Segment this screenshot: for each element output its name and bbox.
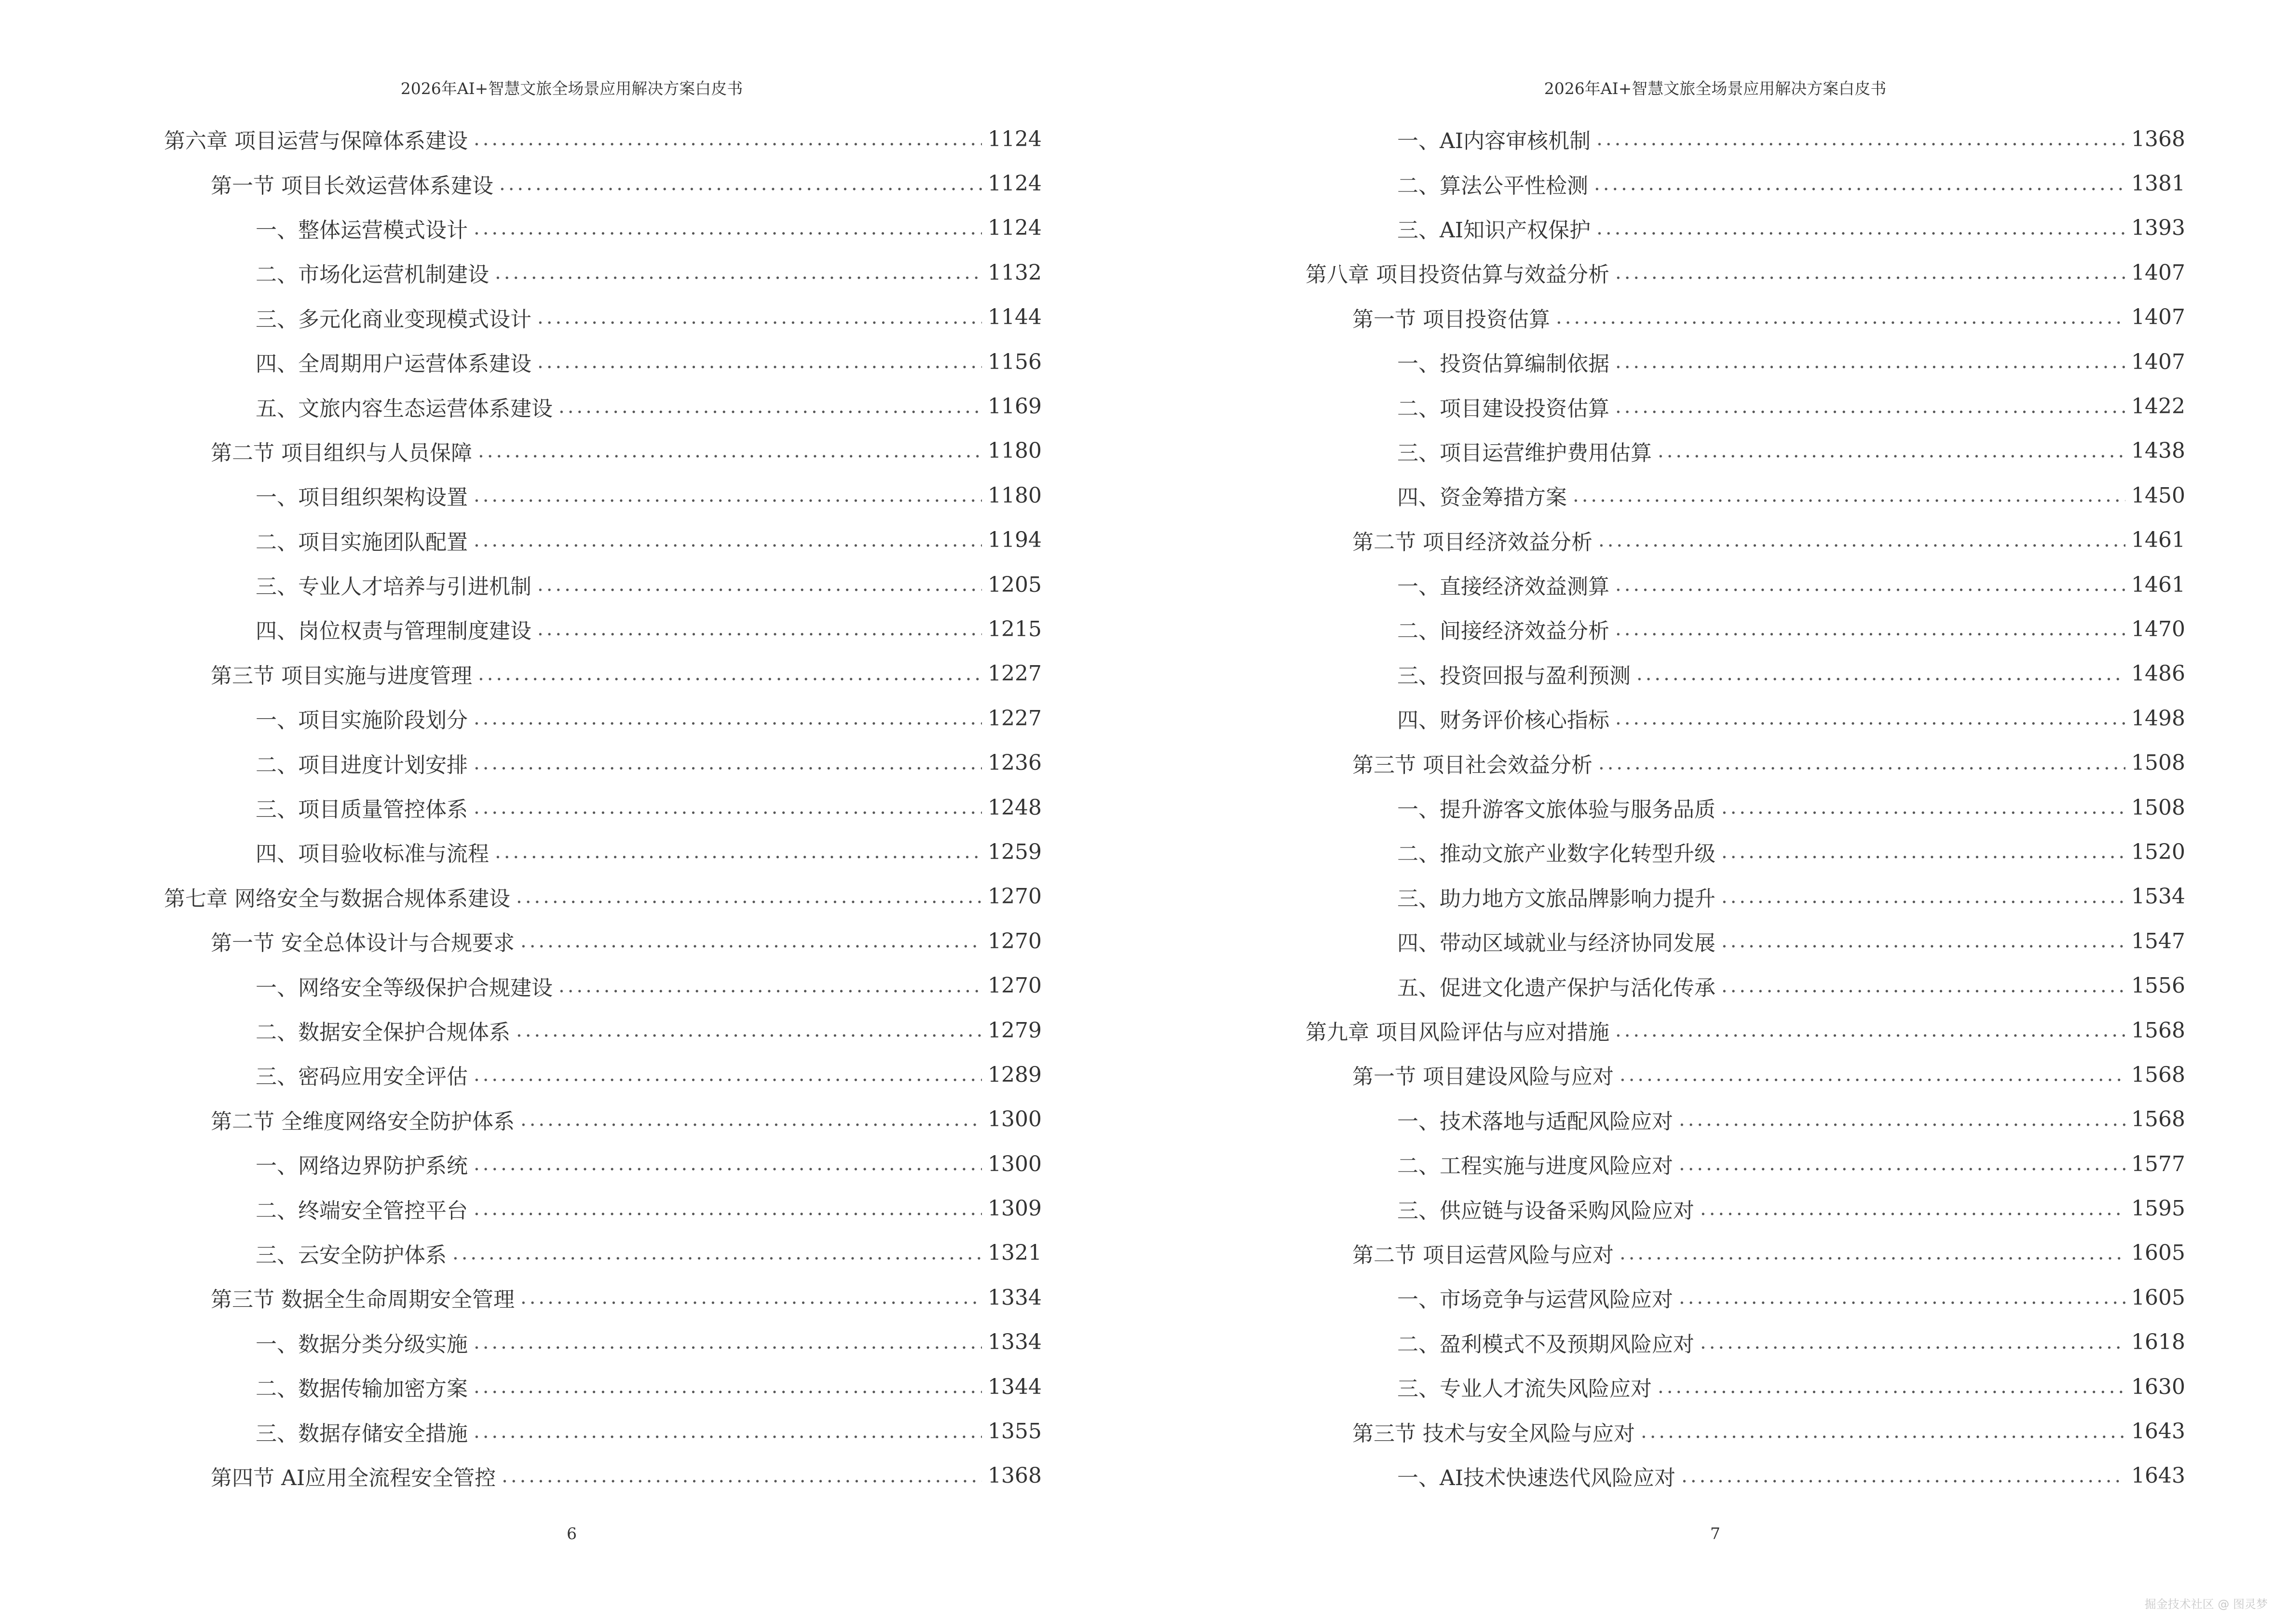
toc-entry-page-number: 1643 [2131,1463,2185,1488]
toc-entry-item[interactable] [164,1365,1042,1409]
toc-entry-item[interactable] [164,518,1042,562]
toc-entry-page-number: 1300 [988,1151,1042,1176]
dot-leader [558,396,982,418]
toc-entry-page-number: 1270 [988,973,1042,998]
toc-entry-page-number: 1461 [2131,572,2185,597]
watermark: 掘金技术社区 @ 图灵梦 [2144,1597,2268,1611]
toc-entry-title: 第七章 网络安全与数据合规体系建设 [164,886,510,911]
toc-entry-section[interactable] [1306,1409,2185,1453]
toc-entry-page-number: 1407 [2131,305,2185,330]
toc-entry-page-number: 1205 [988,572,1042,597]
toc-entry-title: 二、终端安全管控平台 [256,1198,468,1223]
toc-entry-item[interactable] [1306,117,2185,161]
dot-leader [1556,306,2125,328]
toc-entry-item[interactable] [164,1008,1042,1052]
toc-entry-item[interactable] [1306,919,2185,963]
toc-entry-title: 三、密码应用安全评估 [256,1064,468,1090]
toc-entry-title: 三、助力地方文旅品牌影响力提升 [1397,886,1715,911]
toc-entry-title: 二、推动文旅产业数字化转型升级 [1397,842,1715,867]
toc-entry-title: 一、技术落地与适配风险应对 [1397,1109,1673,1134]
toc-entry-item[interactable] [164,1142,1042,1186]
toc-entry-item[interactable] [1306,696,2185,740]
dot-leader [474,796,982,819]
toc-entry-item[interactable] [164,340,1042,384]
toc-entry-title: 第三节 数据全生命周期安全管理 [211,1287,515,1312]
toc-entry-page-number: 1368 [988,1463,1042,1488]
toc-entry-page-number: 1270 [988,884,1042,909]
toc-entry-title: 二、盈利模式不及预期风险应对 [1397,1332,1694,1357]
toc-entry-page-number: 1236 [988,751,1042,776]
toc-entry-title: 一、网络边界防护系统 [256,1154,468,1179]
toc-entry-page-number: 1577 [2131,1151,2185,1176]
toc-entry-item[interactable] [164,1320,1042,1365]
toc-entry-page-number: 1289 [988,1062,1042,1087]
toc-entry-title: 三、供应链与设备采购风险应对 [1397,1198,1694,1223]
toc-entry-item[interactable] [1306,384,2185,428]
toc-entry-title: 五、促进文化遗产保护与活化传承 [1397,975,1715,1000]
toc-entry-item[interactable] [1306,562,2185,607]
toc-entry-item[interactable] [164,785,1042,830]
toc-entry-page-number: 1334 [988,1330,1042,1355]
toc-entry-page-number: 1498 [2131,706,2185,731]
toc-entry-page-number: 1132 [988,260,1042,285]
toc-entry-page-number: 1568 [2131,1062,2185,1087]
dot-leader [1658,440,2125,462]
dot-leader [1620,1242,2125,1264]
toc-entry-section[interactable] [1306,295,2185,340]
toc-entry-item[interactable] [1306,1275,2185,1320]
toc-entry-page-number: 1279 [988,1018,1042,1043]
toc-entry-page-number: 1520 [2131,839,2185,864]
dot-leader [537,351,982,373]
toc-entry-page-number: 1605 [2131,1241,2185,1266]
toc-entry-title: 四、全周期用户运营体系建设 [256,352,531,377]
toc-entry-page-number: 1534 [2131,884,2185,909]
toc-entry-title: 四、资金筹措方案 [1397,485,1567,510]
toc-entry-item[interactable] [164,384,1042,428]
dot-leader [502,1465,982,1487]
toc-list [164,117,1042,1498]
dot-leader [495,841,982,863]
toc-entry-title: 一、数据分类分级实施 [256,1332,468,1357]
toc-entry-title: 二、数据传输加密方案 [256,1377,468,1402]
toc-entry-page-number: 1422 [2131,394,2185,419]
toc-entry-section[interactable] [164,1454,1042,1498]
dot-leader [474,1198,982,1220]
dot-leader [495,261,982,284]
toc-entry-section[interactable] [164,652,1042,696]
toc-entry-item[interactable] [1306,1365,2185,1409]
dot-leader [1615,618,2125,640]
toc-entry-item[interactable] [164,562,1042,607]
toc-entry-page-number: 1270 [988,928,1042,954]
toc-entry-page-number: 1508 [2131,751,2185,776]
toc-entry-title: 一、市场竞争与运营风险应对 [1397,1287,1673,1312]
toc-entry-title: 一、投资估算编制依据 [1397,352,1609,377]
toc-entry-page-number: 1227 [988,661,1042,686]
dot-leader [516,1019,982,1041]
toc-entry-item[interactable] [1306,1186,2185,1230]
toc-entry-title: 一、项目组织架构设置 [256,485,468,510]
toc-entry-title: 二、市场化运营机制建设 [256,262,489,287]
toc-entry-title: 第一节 项目长效运营体系建设 [211,173,493,198]
toc-entry-page-number: 1309 [988,1196,1042,1221]
dot-leader [1615,573,2125,596]
dot-leader [1721,841,2125,863]
dot-leader [474,128,982,150]
toc-entry-page-number: 1595 [2131,1196,2185,1221]
page-number: 6 [567,1524,577,1543]
dot-leader [499,173,982,195]
toc-entry-page-number: 1393 [2131,216,2185,241]
dot-leader [452,1242,982,1264]
toc-entry-page-number: 1248 [988,795,1042,820]
toc-entry-item[interactable] [1306,607,2185,651]
dot-leader [1721,796,2125,819]
toc-entry-page-number: 1355 [988,1419,1042,1444]
toc-entry-item[interactable] [1306,652,2185,696]
toc-entry-title: 第一节 安全总体设计与合规要求 [211,931,515,956]
dot-leader [1615,351,2125,373]
dot-leader [1596,217,2125,239]
toc-entry-section[interactable] [1306,740,2185,785]
dot-leader [537,306,982,328]
dot-leader [1615,261,2125,284]
toc-entry-page-number: 1547 [2131,928,2185,954]
toc-entry-page-number: 1407 [2131,349,2185,374]
toc-entry-title: 一、AI技术快速迭代风险应对 [1397,1465,1676,1490]
dot-leader [474,1376,982,1398]
toc-entry-page-number: 1470 [2131,616,2185,641]
dot-leader [520,1286,982,1309]
toc-entry-title: 三、云安全防护体系 [256,1242,447,1268]
dot-leader [474,752,982,774]
toc-entry-page-number: 1605 [2131,1285,2185,1310]
toc-entry-page-number: 1259 [988,839,1042,864]
toc-entry-item[interactable] [164,830,1042,874]
dot-leader [1700,1198,2125,1220]
toc-entry-page-number: 1407 [2131,260,2185,285]
toc-entry-page-number: 1180 [988,483,1042,508]
toc-entry-title: 一、整体运营模式设计 [256,218,468,243]
toc-entry-title: 二、工程实施与进度风险应对 [1397,1154,1673,1179]
dot-leader [478,440,982,462]
toc-entry-title: 第三节 项目社会效益分析 [1352,752,1593,778]
toc-entry-title: 三、数据存储安全措施 [256,1421,468,1446]
right-page [1144,0,2287,1624]
toc-entry-page-number: 1461 [2131,528,2185,553]
toc-entry-title: 二、数据安全保护合规体系 [256,1020,510,1045]
dot-leader [1641,1420,2125,1443]
dot-leader [1636,663,2125,685]
dot-leader [478,663,982,685]
toc-entry-page-number: 1124 [988,126,1042,151]
toc-entry-item[interactable] [1306,785,2185,830]
toc-entry-page-number: 1169 [988,394,1042,419]
toc-entry-item[interactable] [1306,963,2185,1008]
toc-entry-title: 一、直接经济效益测算 [1397,574,1609,600]
toc-entry-section[interactable] [164,429,1042,473]
toc-entry-title: 三、AI知识产权保护 [1397,218,1591,243]
toc-entry-item[interactable] [1306,1320,2185,1365]
toc-entry-section[interactable] [1306,1231,2185,1275]
toc-entry-title: 二、项目建设投资估算 [1397,396,1609,421]
running-header: 2026年AI+智慧文旅全场景应用解决方案白皮书 [1544,79,1887,98]
toc-entry-title: 一、项目实施阶段划分 [256,708,468,733]
toc-entry-section[interactable] [164,1275,1042,1320]
dot-leader [1615,396,2125,418]
toc-entry-chapter[interactable] [164,874,1042,919]
toc-entry-page-number: 1381 [2131,171,2185,196]
dot-leader [1721,886,2125,908]
toc-entry-item[interactable] [1306,161,2185,205]
toc-entry-page-number: 1124 [988,171,1042,196]
dot-leader [474,1420,982,1443]
toc-entry-item[interactable] [164,607,1042,651]
toc-entry-title: 一、AI内容审核机制 [1397,129,1591,154]
toc-list [1306,117,2185,1498]
toc-entry-section[interactable] [1306,1052,2185,1097]
dot-leader [474,1153,982,1175]
dot-leader [474,707,982,729]
toc-entry-title: 二、项目实施团队配置 [256,530,468,555]
toc-entry-item[interactable] [1306,429,2185,473]
toc-entry-title: 五、文旅内容生态运营体系建设 [256,396,553,421]
dot-leader [1620,1064,2125,1086]
dot-leader [1596,128,2125,150]
toc-entry-item[interactable] [164,250,1042,295]
toc-entry-title: 第二节 项目经济效益分析 [1352,530,1593,555]
toc-entry-title: 第六章 项目运营与保障体系建设 [164,129,468,154]
toc-entry-page-number: 1300 [988,1107,1042,1132]
toc-entry-title: 第三节 项目实施与进度管理 [211,663,472,688]
dot-leader [558,975,982,997]
dot-leader [1721,930,2125,952]
dot-leader [1598,529,2125,551]
dot-leader [474,529,982,551]
dot-leader [474,484,982,506]
toc-entry-item[interactable] [164,473,1042,518]
toc-entry-page-number: 1344 [988,1374,1042,1399]
dot-leader [1658,1376,2125,1398]
dot-leader [1700,1331,2125,1353]
toc-entry-section[interactable] [164,919,1042,963]
toc-entry-page-number: 1450 [2131,483,2185,508]
toc-entry-title: 第二节 项目组织与人员保障 [211,440,472,465]
toc-entry-page-number: 1334 [988,1285,1042,1310]
running-header: 2026年AI+智慧文旅全场景应用解决方案白皮书 [400,79,743,98]
toc-entry-title: 第二节 项目运营风险与应对 [1352,1242,1614,1268]
dot-leader [1615,1019,2125,1041]
dot-leader [1679,1286,2125,1309]
toc-entry-chapter[interactable] [1306,250,2185,295]
dot-leader [1681,1465,2125,1487]
toc-entry-item[interactable] [1306,340,2185,384]
dot-leader [1598,752,2125,774]
toc-entry-page-number: 1215 [988,616,1042,641]
toc-entry-page-number: 1144 [988,305,1042,330]
toc-entry-title: 三、多元化商业变现模式设计 [256,307,531,332]
toc-entry-chapter[interactable] [1306,1008,2185,1052]
toc-entry-page-number: 1124 [988,216,1042,241]
dot-leader [474,217,982,239]
toc-entry-page-number: 1180 [988,438,1042,464]
toc-entry-page-number: 1508 [2131,795,2185,820]
toc-entry-title: 一、提升游客文旅体验与服务品质 [1397,797,1715,822]
toc-entry-title: 四、财务评价核心指标 [1397,708,1609,733]
toc-entry-item[interactable] [1306,206,2185,250]
toc-entry-page-number: 1438 [2131,438,2185,464]
toc-entry-page-number: 1618 [2131,1330,2185,1355]
toc-entry-page-number: 1227 [988,706,1042,731]
toc-entry-title: 第二节 全维度网络安全防护体系 [211,1109,515,1134]
toc-entry-item[interactable] [164,740,1042,785]
dot-leader [1721,975,2125,997]
toc-entry-title: 三、专业人才流失风险应对 [1397,1377,1652,1402]
toc-entry-title: 四、项目验收标准与流程 [256,842,489,867]
toc-entry-page-number: 1194 [988,528,1042,553]
toc-entry-section[interactable] [164,1097,1042,1142]
toc-entry-page-number: 1630 [2131,1374,2185,1399]
dot-leader [474,1064,982,1086]
toc-entry-item[interactable] [1306,1097,2185,1142]
dot-leader [1679,1108,2125,1131]
toc-entry-item[interactable] [1306,473,2185,518]
toc-entry-title: 三、专业人才培养与引进机制 [256,574,531,600]
toc-entry-item[interactable] [164,1052,1042,1097]
toc-entry-title: 第八章 项目投资估算与效益分析 [1306,262,1609,287]
toc-entry-title: 一、网络安全等级保护合规建设 [256,975,553,1000]
toc-entry-title: 三、项目质量管控体系 [256,797,468,822]
dot-leader [474,1331,982,1353]
toc-entry-item[interactable] [164,1186,1042,1230]
page-number: 7 [1710,1524,1720,1543]
toc-entry-page-number: 1643 [2131,1419,2185,1444]
toc-entry-item[interactable] [1306,874,2185,919]
toc-entry-item[interactable] [164,206,1042,250]
toc-entry-item[interactable] [164,696,1042,740]
dot-leader [1615,707,2125,729]
toc-entry-page-number: 1321 [988,1241,1042,1266]
toc-entry-chapter[interactable] [164,117,1042,161]
toc-entry-item[interactable] [164,1409,1042,1453]
toc-entry-item[interactable] [164,1231,1042,1275]
toc-entry-title: 四、带动区域就业与经济协同发展 [1397,931,1715,956]
dot-leader [1679,1153,2125,1175]
toc-entry-title: 三、投资回报与盈利预测 [1397,663,1631,688]
toc-entry-title: 第四节 AI应用全流程安全管控 [211,1465,496,1490]
dot-leader [520,930,982,952]
dot-leader [1594,173,2125,195]
dot-leader [537,573,982,596]
dot-leader [537,618,982,640]
dot-leader [516,886,982,908]
toc-entry-page-number: 1486 [2131,661,2185,686]
dot-leader [1573,484,2125,506]
toc-entry-title: 第九章 项目风险评估与应对措施 [1306,1020,1609,1045]
toc-entry-item[interactable] [164,295,1042,340]
toc-entry-title: 第三节 技术与安全风险与应对 [1352,1421,1635,1446]
toc-entry-title: 第一节 项目投资估算 [1352,307,1550,332]
toc-entry-title: 四、岗位权责与管理制度建设 [256,619,531,644]
toc-entry-section[interactable] [164,161,1042,205]
toc-entry-title: 二、间接经济效益分析 [1397,619,1609,644]
toc-entry-title: 三、项目运营维护费用估算 [1397,440,1652,465]
toc-entry-title: 二、项目进度计划安排 [256,752,468,778]
toc-entry-item[interactable] [1306,1142,2185,1186]
toc-entry-page-number: 1568 [2131,1018,2185,1043]
toc-entry-page-number: 1568 [2131,1107,2185,1132]
toc-entry-section[interactable] [1306,518,2185,562]
toc-entry-page-number: 1556 [2131,973,2185,998]
toc-entry-item[interactable] [1306,830,2185,874]
toc-entry-item[interactable] [1306,1454,2185,1498]
toc-entry-title: 第一节 项目建设风险与应对 [1352,1064,1614,1090]
toc-entry-item[interactable] [164,963,1042,1008]
toc-entry-page-number: 1156 [988,349,1042,374]
toc-entry-page-number: 1368 [2131,126,2185,151]
toc-entry-title: 二、算法公平性检测 [1397,173,1588,198]
dot-leader [520,1108,982,1131]
